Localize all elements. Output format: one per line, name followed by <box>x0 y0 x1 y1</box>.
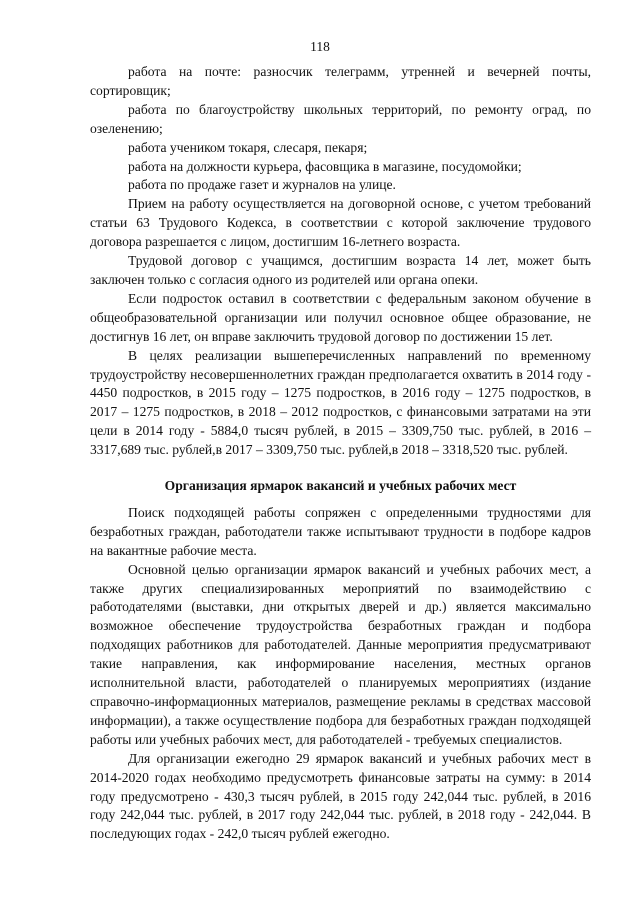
paragraph: Трудовой договор с учащимся, достигшим возраста 14 лет, может быть заключен только с согласия одного из родителей или органа опеки. <box>90 253 591 287</box>
paragraph: Основной целью организации ярмарок вакансий и учебных рабочих мест, а также других специализированных мероприятий по взаимодействию с работодателями (выставки, дни открытых дверей и др.) является максимально возможное обеспечение трудоустройства безработных граждан и подбора подходящих работников для работодателей. Данные мероприятия предусматривают такие направления, как информирование населения, местных органов исполнительной власти, работодателей о планируемых мероприятиях (издание справочно-информационных материалов, размещение рекламы в средствах массовой информации), а также осуществление подбора для безработных граждан подходящей работы или учебных рабочих мест, для работодателей - требуемых специалистов. <box>90 561 591 747</box>
paragraph: Для организации ежегодно 29 ярмарок вакансий и учебных рабочих мест в 2014-2020 годах необходимо предусмотреть финансовые затраты на сумму: в 2014 году предусмотрено - 430,3 тысяч рублей, в 2015 году 242,044 тыс. рублей, в 2016 году 242,044 тыс. рублей, в 2017 году 242,044 тыс. рублей, в 2018 году - 242,044. В последующих годах - 242,0 тысяч рублей ежегодно. <box>90 750 591 842</box>
paragraph: работа по благоустройству школьных территорий, по ремонту оград, по озеленению; <box>90 101 591 136</box>
paragraph: работа на почте: разносчик телеграмм, утренней и вечерней почты, сортировщик; <box>90 64 591 98</box>
paragraph: работа учеником токаря, слесаря, пекаря; <box>128 139 368 155</box>
page-number: 118 <box>310 39 330 54</box>
paragraph: Прием на работу осуществляется на договорной основе, с учетом требований статьи 63 Трудового Кодекса, в соответствии с которой заключение трудового договора разрешается с лицом, достигшим 16-летнего возраста. <box>90 196 591 250</box>
paragraph: Поиск подходящей работы сопряжен с определенными трудностями для безработных граждан, работодатели также испытывают трудности в подборе кадров на вакантные рабочие места. <box>90 504 591 558</box>
paragraph: работа на должности курьера, фасовщика в магазине, посудомойки; <box>128 158 522 174</box>
paragraph: работа по продаже газет и журналов на улице. <box>128 177 396 193</box>
page-content <box>90 63 591 844</box>
paragraph: В целях реализации вышеперечисленных направлений по временному трудоустройству несовершеннолетних граждан предполагается охватить в 2014 году - 4450 подростков, в 2015 году – 1275 подростков, в 2016 году – 1275 подростков, в 2017 – 1275 подростков, в 2018 – 2012 подростков, с финансовыми затратами на эти цели в 2014 году - 5884,0 тысяч рублей, в 2015 – 3309,750 тыс. рублей, в 2016 – 3317,689 тыс. рублей,в 2017 – 3309,750 тыс. рублей,в 2018 – 3318,520 тыс. рублей. <box>90 347 591 458</box>
section-heading: Организация ярмарок вакансий и учебных рабочих мест <box>164 478 517 494</box>
paragraph: Если подросток оставил в соответствии с федеральным законом обучение в общеобразовательной организации или получил основное общее образование, не достигнув 16 лет, он вправе заключить трудовой договор по достижении 15 лет. <box>90 290 591 344</box>
